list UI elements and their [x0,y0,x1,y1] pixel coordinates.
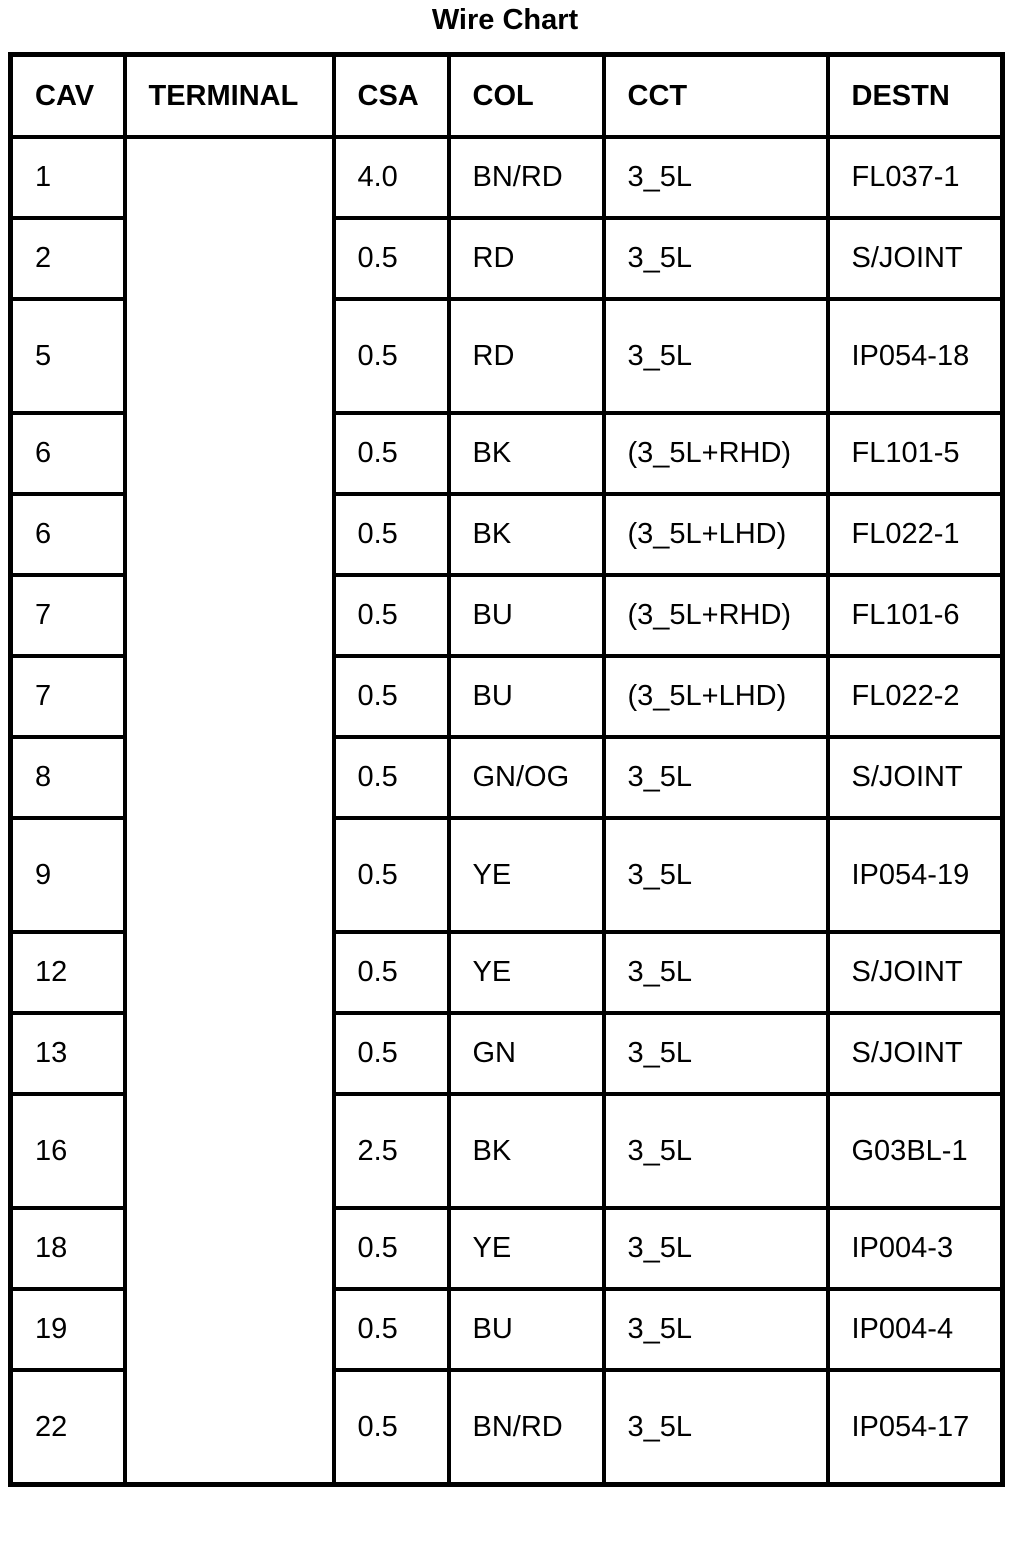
cell-csa: 0.5 [334,818,449,932]
cell-destn [828,413,1003,494]
cell-cct: 3_5L [604,1289,828,1370]
cell-destn-text: FL037-1 [851,161,960,193]
cell-cct: (3_5L+RHD) [604,575,828,656]
cell-cav: 16 [11,1094,125,1208]
cell-col: BK [449,494,604,575]
header-csa: CSA [334,55,449,138]
cell-csa: 0.5 [334,1289,449,1370]
cell-cct: 3_5L [604,1094,828,1208]
cell-cav: 6 [11,494,125,575]
cell-col: BN/RD [449,1370,604,1485]
cell-col: YE [449,932,604,1013]
cell-cav: 8 [11,737,125,818]
header-destn: DESTN [828,55,1003,138]
cell-col: BU [449,656,604,737]
cell-destn [828,737,1003,818]
cell-col: RD [449,299,604,413]
cell-cav: 18 [11,1208,125,1289]
cell-col: GN/OG [449,737,604,818]
cell-destn-text: IP054-18 [851,339,970,372]
header-col: COL [449,55,604,138]
cell-destn-text: S/JOINT [851,761,963,793]
cell-csa: 0.5 [334,218,449,299]
cell-cav: 5 [11,299,125,413]
cell-cav: 13 [11,1013,125,1094]
cell-cct: 3_5L [604,1370,828,1485]
cell-destn [828,1013,1003,1094]
cell-cct: 3_5L [604,737,828,818]
cell-destn [828,299,1003,413]
cell-cav: 9 [11,818,125,932]
cell-col: BK [449,413,604,494]
cell-destn-text: G03BL-1 [851,1134,968,1167]
cell-col: BU [449,1289,604,1370]
cell-csa: 0.5 [334,575,449,656]
cell-destn-text: FL022-2 [851,680,960,712]
cell-destn [828,1094,1003,1208]
cell-cav: 22 [11,1370,125,1485]
cell-destn [828,656,1003,737]
cell-destn [828,818,1003,932]
cell-csa: 0.5 [334,737,449,818]
cell-csa: 0.5 [334,494,449,575]
cell-destn-text: FL022-1 [851,518,960,550]
cell-cct: 3_5L [604,218,828,299]
cell-col: YE [449,818,604,932]
cell-destn-text: FL101-5 [851,437,960,469]
cell-destn [828,137,1003,218]
cell-col: BN/RD [449,137,604,218]
cell-cct: (3_5L+RHD) [604,413,828,494]
cell-cav: 12 [11,932,125,1013]
page-title: Wire Chart [431,4,579,36]
cell-destn [828,1370,1003,1485]
cell-destn-text: FL101-6 [851,599,960,631]
header-terminal: TERMINAL [125,55,334,138]
cell-cav: 1 [11,137,125,218]
cell-cct: 3_5L [604,1013,828,1094]
header-row [11,55,1003,138]
cell-col: BK [449,1094,604,1208]
header-cav: CAV [11,55,125,138]
cell-destn [828,932,1003,1013]
cell-destn [828,575,1003,656]
cell-destn-text: S/JOINT [851,242,963,274]
header-cct: CCT [604,55,828,138]
cell-cav: 7 [11,575,125,656]
cell-destn-text: IP004-3 [851,1232,954,1264]
table-row [11,137,1003,218]
cell-terminal [125,137,334,1485]
cell-cct: 3_5L [604,137,828,218]
cell-csa: 0.5 [334,1370,449,1485]
cell-csa: 0.5 [334,1208,449,1289]
cell-destn [828,1289,1003,1370]
cell-destn-text: IP004-4 [851,1313,954,1345]
cell-cct: 3_5L [604,932,828,1013]
cell-csa: 2.5 [334,1094,449,1208]
table-body [11,137,1003,1485]
cell-destn [828,494,1003,575]
cell-cct: (3_5L+LHD) [604,494,828,575]
cell-col: YE [449,1208,604,1289]
cell-csa: 0.5 [334,413,449,494]
cell-col: GN [449,1013,604,1094]
cell-csa: 0.5 [334,656,449,737]
cell-destn-text: IP054-19 [851,858,970,891]
cell-destn-text: S/JOINT [851,1037,963,1069]
cell-cav: 19 [11,1289,125,1370]
cell-cct: 3_5L [604,299,828,413]
cell-col: BU [449,575,604,656]
cell-csa: 0.5 [334,932,449,1013]
cell-csa: 0.5 [334,299,449,413]
cell-destn-text: IP054-17 [851,1410,970,1443]
cell-cav: 6 [11,413,125,494]
cell-destn [828,218,1003,299]
cell-cct: (3_5L+LHD) [604,656,828,737]
cell-destn [828,1208,1003,1289]
wire-chart-table [8,52,1005,1487]
cell-col: RD [449,218,604,299]
cell-csa: 4.0 [334,137,449,218]
cell-cav: 7 [11,656,125,737]
cell-cct: 3_5L [604,1208,828,1289]
cell-csa: 0.5 [334,1013,449,1094]
cell-destn-text: S/JOINT [851,956,963,988]
cell-cav: 2 [11,218,125,299]
cell-cct: 3_5L [604,818,828,932]
